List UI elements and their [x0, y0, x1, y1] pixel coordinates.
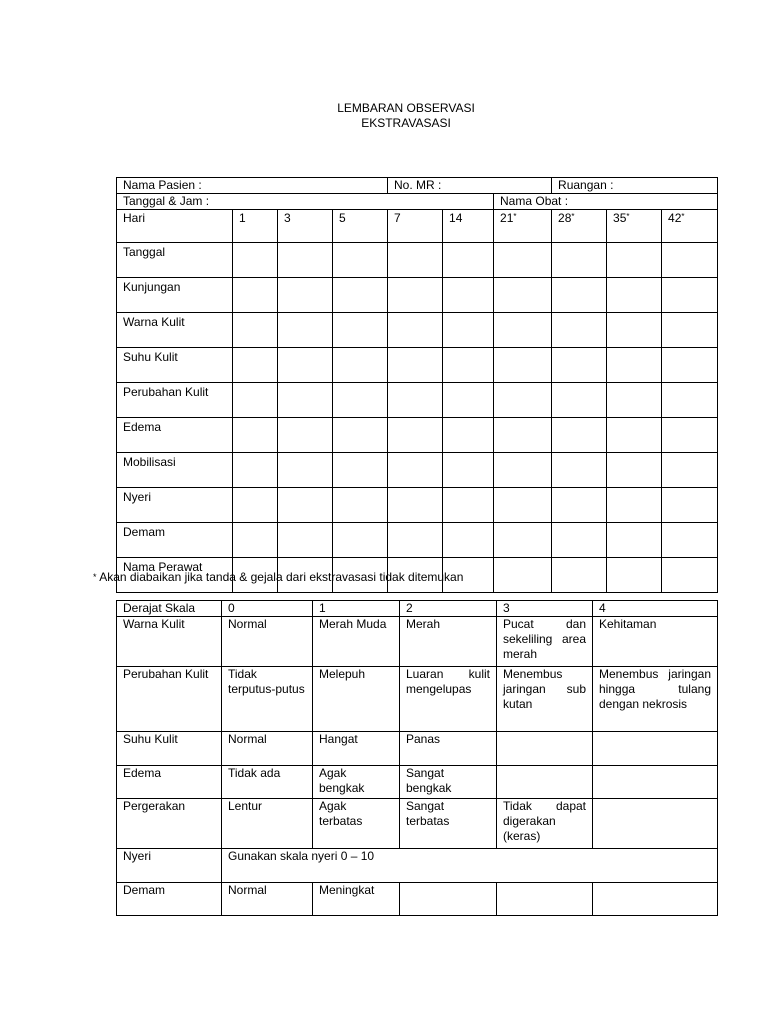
room-field[interactable]: Ruangan : — [552, 178, 718, 194]
observation-row — [117, 278, 718, 313]
observation-cell[interactable] — [552, 558, 607, 593]
drug-name-field[interactable]: Nama Obat : — [494, 194, 718, 210]
observation-cell[interactable] — [662, 383, 718, 418]
observation-cell[interactable] — [552, 383, 607, 418]
day-35-header — [607, 210, 662, 243]
day-number: 3 — [284, 211, 291, 225]
parameter-rows — [117, 243, 718, 593]
observation-cell[interactable] — [443, 278, 494, 313]
observation-cell[interactable] — [443, 383, 494, 418]
observation-cell[interactable] — [607, 313, 662, 348]
observation-cell[interactable] — [552, 418, 607, 453]
scale-row — [117, 849, 718, 883]
observation-cell[interactable] — [552, 243, 607, 278]
scale-cell — [593, 799, 718, 849]
scale-cell: Merah Muda — [313, 617, 400, 667]
observation-cell[interactable] — [333, 488, 388, 523]
observation-cell[interactable] — [494, 453, 552, 488]
observation-cell[interactable] — [278, 278, 333, 313]
observation-cell[interactable] — [607, 383, 662, 418]
observation-cell[interactable] — [662, 243, 718, 278]
scale-row — [117, 883, 718, 916]
footnote — [93, 570, 463, 585]
scale-cell: Panas — [400, 732, 497, 766]
scale-cell — [593, 766, 718, 799]
day-1-header — [233, 210, 278, 243]
observation-cell[interactable] — [333, 348, 388, 383]
scale-row — [117, 732, 718, 766]
observation-cell[interactable] — [388, 243, 443, 278]
scale-row-label: Perubahan Kulit — [117, 667, 222, 732]
patient-name-field[interactable]: Nama Pasien : — [117, 178, 388, 194]
observation-cell[interactable] — [233, 348, 278, 383]
observation-cell[interactable] — [443, 418, 494, 453]
observation-cell[interactable] — [494, 278, 552, 313]
observation-cell[interactable] — [333, 523, 388, 558]
scale-cell: Sangat terbatas — [400, 799, 497, 849]
scale-cell — [497, 883, 593, 916]
day-number: 35 — [613, 211, 627, 225]
day-number: 1 — [239, 211, 246, 225]
scale-cell — [497, 766, 593, 799]
day-number: 28 — [558, 211, 572, 225]
day-asterisk: * — [571, 212, 575, 221]
scale-cell — [593, 732, 718, 766]
observation-cell[interactable] — [443, 453, 494, 488]
observation-cell[interactable] — [388, 453, 443, 488]
observation-cell[interactable] — [278, 348, 333, 383]
observation-cell[interactable] — [388, 523, 443, 558]
day-number: 5 — [339, 211, 346, 225]
row-label: Demam — [117, 523, 233, 558]
observation-cell[interactable] — [494, 313, 552, 348]
scale-cell — [400, 883, 497, 916]
day-3-header — [278, 210, 333, 243]
observation-cell[interactable] — [552, 278, 607, 313]
scale-cell: Normal — [222, 732, 313, 766]
observation-cell[interactable] — [388, 278, 443, 313]
row-label: Edema — [117, 418, 233, 453]
observation-cell[interactable] — [494, 523, 552, 558]
scale-header-row — [117, 601, 718, 617]
observation-cell[interactable] — [388, 418, 443, 453]
day-7-header — [388, 210, 443, 243]
observation-cell[interactable] — [443, 488, 494, 523]
observation-cell[interactable] — [278, 523, 333, 558]
observation-cell[interactable] — [233, 278, 278, 313]
scale-row — [117, 617, 718, 667]
day-asterisk: * — [626, 212, 630, 221]
observation-cell[interactable] — [388, 488, 443, 523]
observation-cell[interactable] — [607, 348, 662, 383]
observation-cell[interactable] — [662, 558, 718, 593]
scale-cell: Menembus jaringan hingga tulang dengan nekrosis — [593, 667, 718, 732]
observation-row — [117, 313, 718, 348]
day-number: 14 — [449, 211, 463, 225]
observation-cell[interactable] — [233, 313, 278, 348]
observation-cell[interactable] — [662, 348, 718, 383]
scale-row-label: Edema — [117, 766, 222, 799]
scale-cell: Tidak terputus-putus — [222, 667, 313, 732]
title-line-1: LEMBARAN OBSERVASI — [337, 101, 475, 115]
scale-row-label: Pergerakan — [117, 799, 222, 849]
observation-cell[interactable] — [278, 313, 333, 348]
scale-cell: Agak terbatas — [313, 799, 400, 849]
scale-row-label: Warna Kulit — [117, 617, 222, 667]
observation-cell[interactable] — [607, 558, 662, 593]
observation-cell[interactable] — [278, 488, 333, 523]
scale-row — [117, 766, 718, 799]
observation-cell[interactable] — [443, 348, 494, 383]
observation-cell[interactable] — [607, 488, 662, 523]
day-label: Hari — [117, 210, 233, 243]
observation-cell[interactable] — [552, 523, 607, 558]
observation-cell[interactable] — [233, 418, 278, 453]
observation-cell[interactable] — [278, 383, 333, 418]
scale-cell: Menembus jaringan sub kutan — [497, 667, 593, 732]
observation-cell[interactable] — [552, 348, 607, 383]
scale-rows — [117, 617, 718, 916]
observation-cell[interactable] — [494, 243, 552, 278]
observation-cell[interactable] — [333, 243, 388, 278]
observation-cell[interactable] — [494, 383, 552, 418]
observation-row — [117, 453, 718, 488]
observation-cell[interactable] — [333, 383, 388, 418]
scale-cell: Normal — [222, 617, 313, 667]
scale-degree-1: 1 — [313, 601, 400, 617]
scale-cell: Melepuh — [313, 667, 400, 732]
observation-cell[interactable] — [388, 383, 443, 418]
observation-row — [117, 523, 718, 558]
scale-row-label: Suhu Kulit — [117, 732, 222, 766]
row-label: Kunjungan — [117, 278, 233, 313]
scale-cell: Lentur — [222, 799, 313, 849]
observation-cell[interactable] — [607, 418, 662, 453]
scale-cell: Pucat dan sekeliling area merah — [497, 617, 593, 667]
row-label: Warna Kulit — [117, 313, 233, 348]
observation-cell[interactable] — [552, 488, 607, 523]
observation-cell[interactable] — [333, 313, 388, 348]
scale-row-label: Nyeri — [117, 849, 222, 883]
observation-cell[interactable] — [494, 348, 552, 383]
scale-degree-label: Derajat Skala — [117, 601, 222, 617]
observation-cell[interactable] — [233, 453, 278, 488]
observation-cell[interactable] — [278, 418, 333, 453]
day-21-header — [494, 210, 552, 243]
scale-row-label: Demam — [117, 883, 222, 916]
scale-cell — [497, 732, 593, 766]
observation-row — [117, 488, 718, 523]
observation-cell[interactable] — [607, 243, 662, 278]
scale-row — [117, 667, 718, 732]
observation-cell[interactable] — [233, 383, 278, 418]
scale-cell: Merah — [400, 617, 497, 667]
scale-degree-4: 4 — [593, 601, 718, 617]
observation-cell[interactable] — [552, 453, 607, 488]
title-line-2: EKSTRAVASASI — [361, 116, 451, 130]
datetime-field[interactable]: Tanggal & Jam : — [117, 194, 494, 210]
observation-cell[interactable] — [662, 488, 718, 523]
patient-info-row — [117, 178, 718, 194]
row-label: Mobilisasi — [117, 453, 233, 488]
scale-cell: Sangat bengkak — [400, 766, 497, 799]
observation-cell[interactable] — [494, 558, 552, 593]
footnote-asterisk: * — [93, 572, 97, 582]
observation-cell[interactable] — [607, 453, 662, 488]
observation-cell[interactable] — [443, 243, 494, 278]
observation-cell[interactable] — [233, 488, 278, 523]
observation-cell[interactable] — [494, 488, 552, 523]
day-5-header — [333, 210, 388, 243]
observation-cell[interactable] — [662, 313, 718, 348]
observation-row — [117, 418, 718, 453]
row-label: Nyeri — [117, 488, 233, 523]
observation-cell[interactable] — [662, 453, 718, 488]
scale-cell: Meningkat — [313, 883, 400, 916]
observation-cell[interactable] — [662, 523, 718, 558]
observation-cell[interactable] — [278, 243, 333, 278]
scale-cell: Normal — [222, 883, 313, 916]
scale-row — [117, 799, 718, 849]
observation-cell[interactable] — [233, 523, 278, 558]
observation-row — [117, 348, 718, 383]
observation-row — [117, 243, 718, 278]
document-title — [0, 101, 768, 131]
observation-cell[interactable] — [662, 418, 718, 453]
scale-cell — [593, 883, 718, 916]
observation-cell[interactable] — [443, 313, 494, 348]
observation-cell[interactable] — [333, 278, 388, 313]
observation-cell[interactable] — [388, 348, 443, 383]
observation-cell[interactable] — [443, 523, 494, 558]
day-header-row — [117, 210, 718, 243]
observation-cell[interactable] — [552, 313, 607, 348]
observation-cell[interactable] — [662, 278, 718, 313]
row-label: Tanggal — [117, 243, 233, 278]
datetime-drug-row — [117, 194, 718, 210]
scale-table — [116, 600, 718, 916]
observation-cell[interactable] — [233, 243, 278, 278]
row-label: Perubahan Kulit — [117, 383, 233, 418]
observation-cell[interactable] — [607, 278, 662, 313]
observation-table — [116, 177, 718, 593]
scale-degree-2: 2 — [400, 601, 497, 617]
mr-number-field[interactable]: No. MR : — [388, 178, 552, 194]
observation-cell[interactable] — [333, 453, 388, 488]
scale-cell: Luaran kulit mengelupas — [400, 667, 497, 732]
observation-cell[interactable] — [333, 418, 388, 453]
observation-row — [117, 383, 718, 418]
observation-cell[interactable] — [278, 453, 333, 488]
row-label: Suhu Kulit — [117, 348, 233, 383]
observation-cell[interactable] — [607, 523, 662, 558]
scale-cell: Hangat — [313, 732, 400, 766]
footnote-text: Akan diabaikan jika tanda & gejala dari ekstravasasi tidak ditemukan — [99, 570, 464, 584]
scale-cell: Agak bengkak — [313, 766, 400, 799]
day-14-header — [443, 210, 494, 243]
scale-cell: Kehitaman — [593, 617, 718, 667]
day-number: 7 — [394, 211, 401, 225]
day-number: 21 — [500, 211, 514, 225]
row-label: Nama Perawat — [117, 558, 233, 593]
day-asterisk: * — [681, 212, 685, 221]
scale-cell: Tidak ada — [222, 766, 313, 799]
scale-cell: Tidak dapat digerakan (keras) — [497, 799, 593, 849]
scale-degree-3: 3 — [497, 601, 593, 617]
scale-cell: Gunakan skala nyeri 0 – 10 — [222, 849, 718, 883]
day-number: 42 — [668, 211, 682, 225]
observation-cell[interactable] — [494, 418, 552, 453]
day-42-header — [662, 210, 718, 243]
day-28-header — [552, 210, 607, 243]
observation-cell[interactable] — [388, 313, 443, 348]
scale-degree-0: 0 — [222, 601, 313, 617]
day-asterisk: * — [513, 212, 517, 221]
